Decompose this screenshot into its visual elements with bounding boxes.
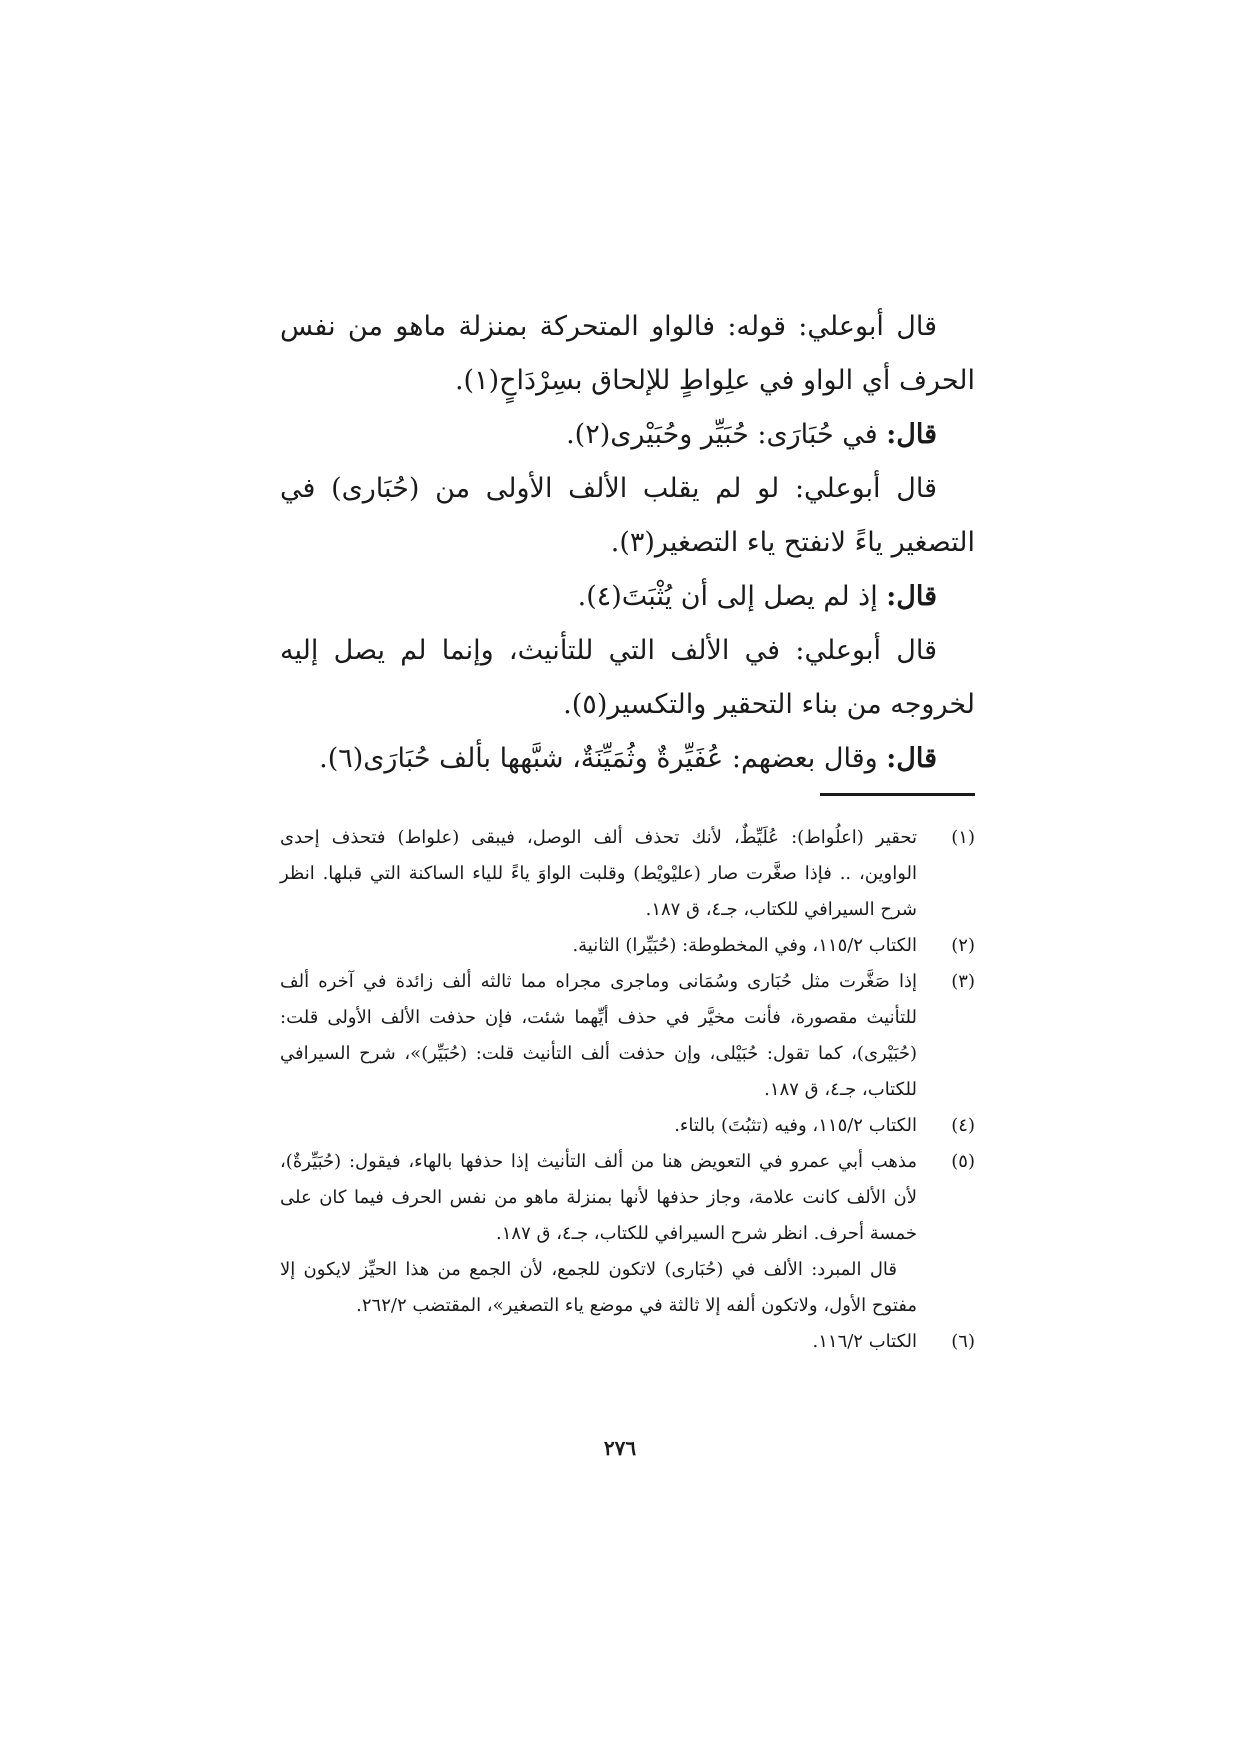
footnote-text: إذا صَغَّرت مثل حُبَارى وسُمَانى وماجرى مجراه مما ثالثه ألف زائدة في آخره ألف للتأنيث مقصورة، فأنت مخيَّر في حذف أيِّهما شئت، فإن حذفت الألف الأولى قلت: (حُبَيْرى)، كما تقول: حُبَيْلى، وإن حذفت ألف التأنيث قلت: (حُبَيِّر)»، شرح السيرافي للكتاب، جـ٤، ق ١٨٧. xyxy=(280,971,917,1100)
main-text xyxy=(280,300,975,786)
footnote-5 xyxy=(280,1144,975,1252)
paragraph-5: قال أبوعلي: في الألف التي للتأنيث، وإنما لم يصل إليه لخروجه من بناء التحقير والتكسير(٥). xyxy=(280,635,975,720)
footnote-text: الكتاب ١١٦/٢. xyxy=(812,1331,917,1352)
footnote-1 xyxy=(280,820,975,928)
footnote-number: (١) xyxy=(951,827,975,848)
paragraph-6-text: وقال بعضهم: عُفَيِّرةٌ وثُمَيِّنَةٌ، شبَّهها بألف حُبَارَى(٦). xyxy=(319,743,887,774)
footnote-2 xyxy=(280,928,975,964)
paragraph-4-text: إذ لم يصل إلى أن يُثْبَتَ(٤). xyxy=(577,581,887,612)
paragraph-1: قال أبوعلي: قوله: فالواو المتحركة بمنزلة ماهو من نفس الحرف أي الواو في علِواطٍ للإلحاق بسِرْدَاحٍ(١). xyxy=(280,311,975,396)
footnote-text: الكتاب ١١٥/٢، وفي المخطوطة: (حُبَيِّرا) الثانية. xyxy=(572,935,917,956)
qala-label: قال: xyxy=(886,743,937,774)
footnote-3 xyxy=(280,964,975,1108)
footnote-text: الكتاب ١١٥/٢، وفيه (تثبُتَ) بالتاء. xyxy=(674,1115,917,1136)
paragraph-3: قال أبوعلي: لو لم يقلب الألف الأولى من (حُبَارى) في التصغير ياءً لانفتح ياء التصغير(٣). xyxy=(280,473,975,558)
footnote-number: (٦) xyxy=(951,1331,975,1352)
paragraph-2-text: في حُبَارَى: حُبَيِّر وحُبَيْرى(٢). xyxy=(566,419,887,450)
footnote-6 xyxy=(280,1324,975,1360)
footnote-text: مذهب أبي عمرو في التعويض هنا من ألف التأنيث إذا حذفها بالهاء، فيقول: (حُبَيِّرةٌ)، لأن الألف كانت علامة، وجاز حذفها لأنها بمنزلة ماهو من نفس الحرف فيما كان على خمسة أحرف. انظر شرح السيرافي للكتاب، جـ٤، ق ١٨٧. xyxy=(280,1151,917,1244)
footnote-text: تحقير (اعلُواط): عُلَيِّطٌ، لأنك تحذف ألف الوصل، فيبقى (علواط) فتحذف إحدى الواوين، .. فإذا صغَّرت صار (عليْويْط) وقلبت الواوَ ياءً للياء الساكنة التي قبلها. انظر شرح السيرافي للكتاب، جـ٤، ق ١٨٧. xyxy=(280,827,917,920)
footnotes xyxy=(280,820,975,1360)
footnote-4 xyxy=(280,1108,975,1144)
footnote-number: (٣) xyxy=(951,971,975,992)
paragraph-2 xyxy=(280,408,975,462)
paragraph-6 xyxy=(280,732,975,786)
footnote-number: (٤) xyxy=(951,1115,975,1136)
footnote-separator xyxy=(820,793,975,796)
footnote-number: (٥) xyxy=(951,1151,975,1172)
paragraph-4 xyxy=(280,570,975,624)
qala-label: قال: xyxy=(886,419,937,450)
page-number: ٢٧٦ xyxy=(603,1436,637,1460)
footnote-number: (٢) xyxy=(951,935,975,956)
qala-label: قال: xyxy=(886,581,937,612)
footnote-5-continuation: قال المبرد: الألف في (حُبَارى) لاتكون للجمع، لأن الجمع من هذا الحيِّز لايكون إلا مفتوح الأول، ولاتكون ألفه إلا ثالثة في موضع ياء التصغير»، المقتضب ٢٦٢/٢. xyxy=(280,1259,917,1316)
